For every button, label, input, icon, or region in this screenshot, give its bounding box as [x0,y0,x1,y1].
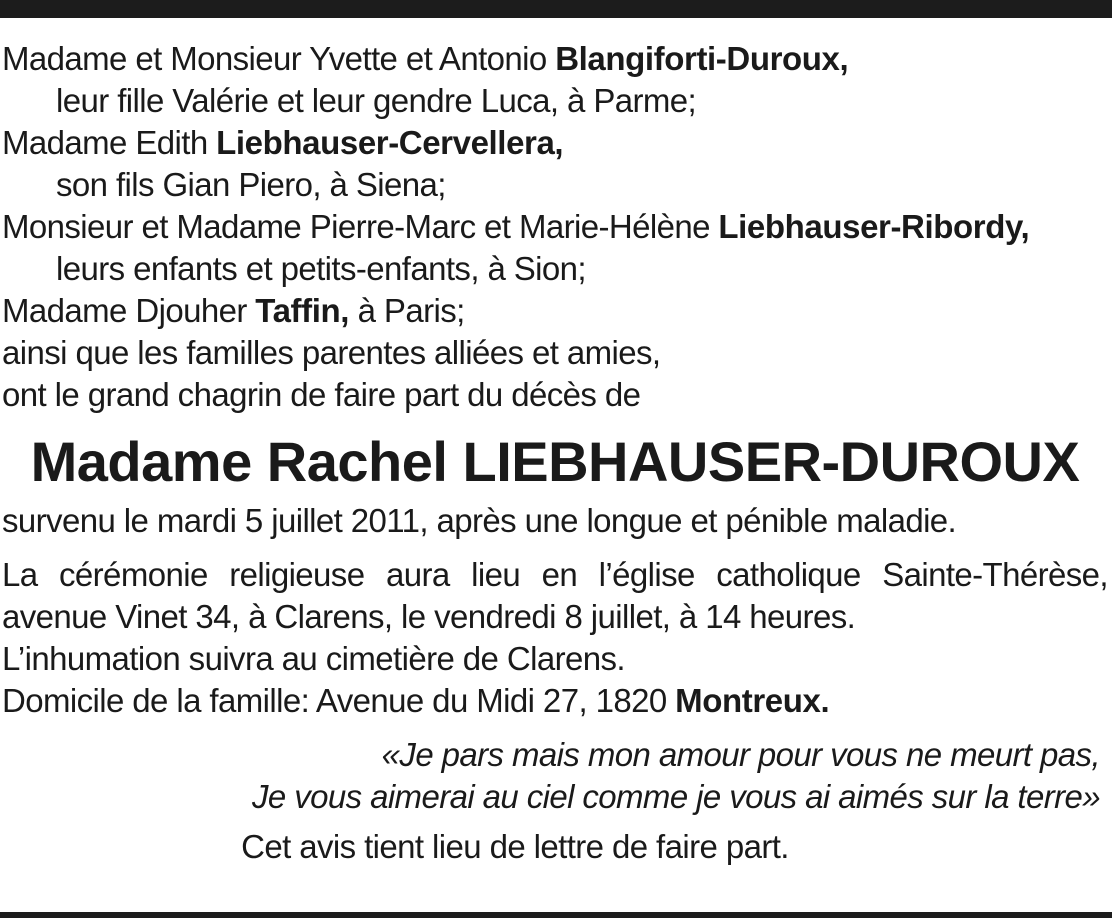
ceremony-line-2: avenue Vinet 34, à Clarens, le vendredi 8 juillet, à 14 heures. [2,598,856,635]
family-surname: Liebhauser-Ribordy, [718,208,1030,245]
death-notice [2,38,1108,868]
domicile-city: Montreux. [675,682,830,719]
top-rule [0,0,1112,18]
family-line-7 [2,290,1108,332]
family-surname: Liebhauser-Cervellera, [216,124,564,161]
family-text: à Paris; [349,292,465,329]
family-text: Monsieur et Madame Pierre-Marc et Marie-Hélène [2,208,719,245]
family-line-4: son fils Gian Piero, à Siena; [56,166,446,203]
family-text: Madame et Monsieur Yvette et Antonio [2,40,556,77]
death-date-line: survenu le mardi 5 juillet 2011, après une longue et pénible maladie. [2,502,957,539]
family-line-3 [2,122,1108,164]
intro-line-2: ont le grand chagrin de faire part du décès de [2,376,641,413]
ceremony-line-3: L’inhumation suivra au cimetière de Clarens. [2,640,625,677]
ceremony-line-1: La cérémonie religieuse aura lieu en l’église catholique Sainte-Thérèse, [2,556,1108,593]
family-surname: Taffin, [255,292,350,329]
deceased-name: Madame Rachel LIEBHAUSER-DUROUX [30,430,1080,493]
quote-line-1: «Je pars mais mon amour pour vous ne meurt pas, [381,736,1100,773]
family-text: Madame Djouher [2,292,256,329]
footer-note: Cet avis tient lieu de lettre de faire part. [241,828,789,865]
family-line-2: leur fille Valérie et leur gendre Luca, à Parme; [56,82,697,119]
quote-line-2: Je vous aimerai au ciel comme je vous ai aimés sur la terre» [251,778,1100,815]
family-line-1 [2,38,1108,80]
bottom-rule [0,912,1112,918]
family-line-5 [2,206,1108,248]
family-surname: Blangiforti-Duroux, [555,40,849,77]
domicile-text: Domicile de la famille: Avenue du Midi 27, 1820 [2,682,676,719]
domicile-line [2,680,1108,722]
intro-line-1: ainsi que les familles parentes alliées et amies, [2,334,661,371]
family-line-6: leurs enfants et petits-enfants, à Sion; [56,250,586,287]
family-text: Madame Edith [2,124,217,161]
